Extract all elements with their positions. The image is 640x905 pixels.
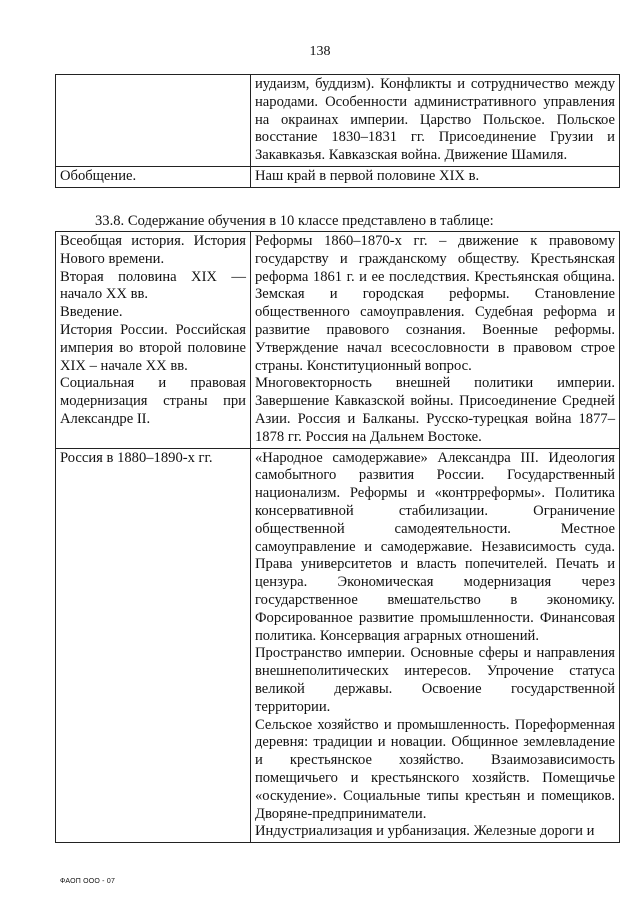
content-paragraph: Сельское хозяйство и промышленность. Пореформенная деревня: традиции и новации. Общинное землевладение и крестьянское хозяйство. Взаимозависимость помещичьего и крестьянского хозяйств. Помещичье «оскудение». Социальные типы крестьян и помещиков. Дворяне-предприниматели. [255,716,615,822]
topic-line: Вторая половина XIX — начало XX вв. [60,268,246,303]
table-row [56,232,620,449]
table-caption: 33.8. Содержание обучения в 10 классе представлено в таблице: [95,213,494,229]
table-cell-right [251,448,620,843]
table-cell-right [251,232,620,449]
top-table [55,74,620,188]
table-row [56,448,620,843]
topic-line: История России. Российская империя во второй половине XIX – начале XX вв. [60,321,246,374]
content-paragraph: Многовекторность внешней политики империи. Завершение Кавказской войны. Присоединение Средней Азии. Россия и Балканы. Русско-турецкая война 1877–1878 гг. Россия на Дальнем Востоке. [255,375,615,445]
content-paragraph: Пространство империи. Основные сферы и направления внешнеполитических интересов. Упрочение статуса великой державы. Освоение государственной территории. [255,645,615,715]
table-cell-right: Наш край в первой половине XIX в. [251,166,620,187]
table-cell-left: Обобщение. [56,166,251,187]
document-footer-code: ФАОП ООО - 07 [60,878,116,885]
table-cell-right: иудаизм, буддизм). Конфликты и сотрудничество между народами. Особенности административного управления на окраинах империи. Царство Польское. Польское восстание 1830–1831 гг. Присоединение Грузии и Закавказья. Кавказская война. Движение Шамиля. [251,75,620,167]
main-table [55,231,620,843]
topic-line: Введение. [60,304,123,321]
table-cell-left: Россия в 1880–1890-х гг. [56,448,251,843]
table-row [56,75,620,167]
topic-line: Социальная и правовая модернизация страны при Александре II. [60,375,246,427]
table-row [56,166,620,187]
content-paragraph: Реформы 1860–1870-х гг. – движение к правовому государству и гражданскому обществу. Крестьянская реформа 1861 г. и ее последствия. Крестьянская община. Земская и городская реформы. Становление общественного самоуправления. Судебная реформа и развитие правового сознания. Военные реформы. Утверждение начал всесословности в правовом строе страны. Конституционный вопрос. [255,233,615,374]
page-number: 138 [309,44,331,59]
content-paragraph: «Народное самодержавие» Александра III. Идеология самобытного развития России. Государственный национализм. Реформы и «контрреформы». Политика консервативной стабилизации. Ограничение общественной самодеятельности. Местное самоуправление и самодержавие. Независимость суда. Права университетов и власть попечителей. Печать и цензура. Экономическая модернизация через государственное вмешательство в экономику. Форсированное развитие промышленности. Финансовая политика. Консервация аграрных отношений. [255,449,615,644]
content-paragraph: Индустриализация и урбанизация. Железные дороги и [255,823,595,840]
table-cell-left [56,75,251,167]
topic-line: Всеобщая история. История Нового времени. [60,233,246,267]
table-cell-left [56,232,251,449]
